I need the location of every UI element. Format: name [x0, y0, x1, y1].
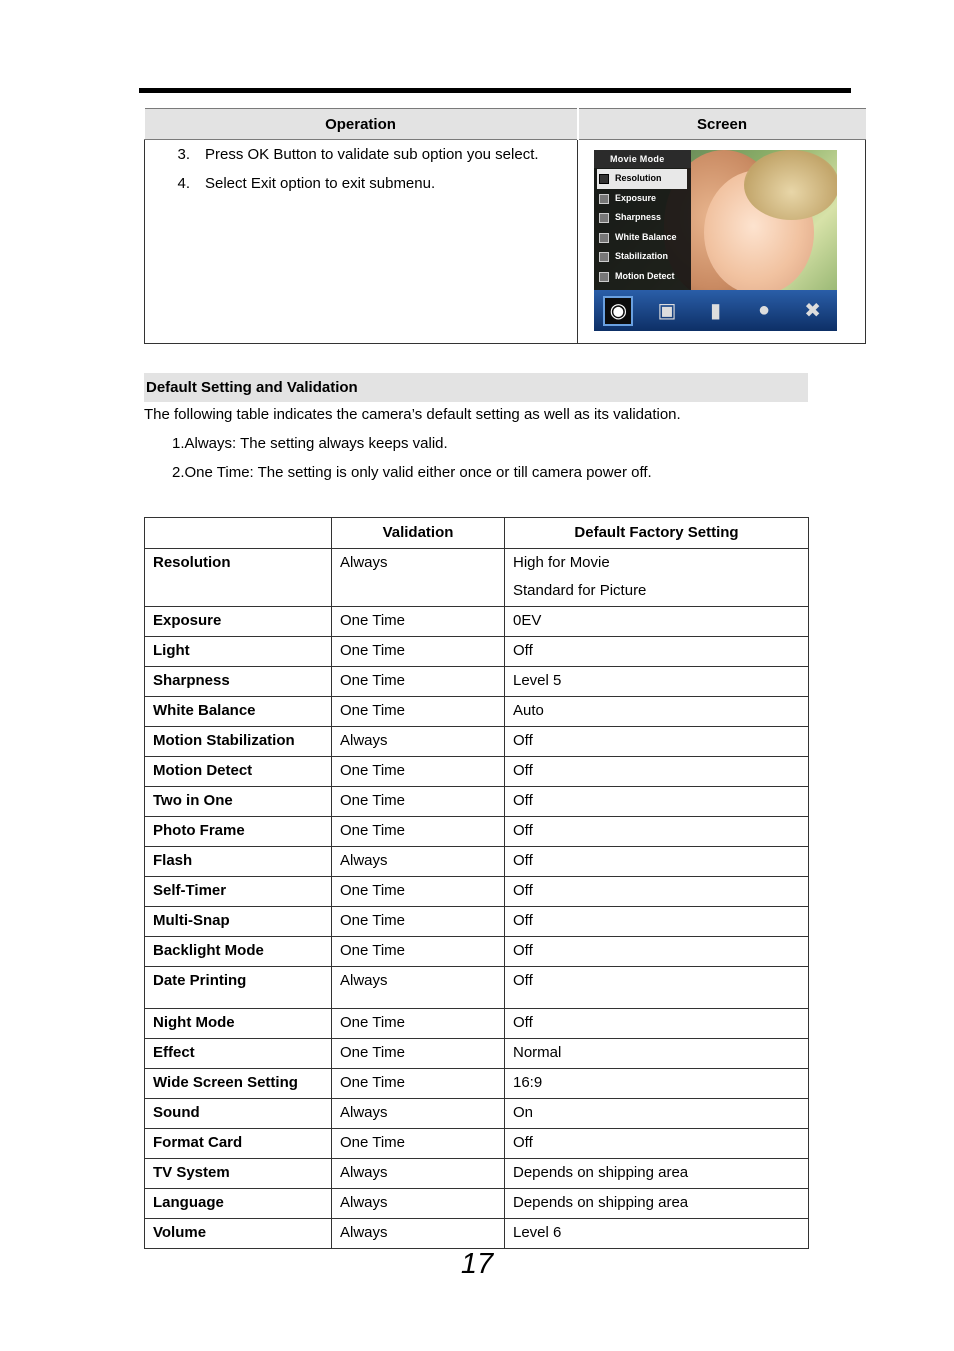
setting-name: TV System	[145, 1159, 332, 1189]
table-row	[145, 967, 809, 1009]
table-row	[145, 877, 809, 907]
step-number: 3.	[177, 146, 190, 163]
setting-name: Wide Screen Setting	[145, 1069, 332, 1099]
setting-default: On	[505, 1099, 809, 1129]
setting-name: Format Card	[145, 1129, 332, 1159]
table-row	[145, 1219, 809, 1249]
camera-menu-item-stabilization: Stabilization	[594, 247, 691, 267]
table-row	[145, 757, 809, 787]
setting-name: Motion Stabilization	[145, 727, 332, 757]
setting-name: Two in One	[145, 787, 332, 817]
step-item	[145, 175, 577, 204]
step-text: Select Exit option to exit submenu.	[205, 175, 436, 192]
page-number: 17	[460, 1248, 494, 1280]
screen-cell	[578, 140, 866, 344]
palette-icon: ●	[758, 299, 771, 321]
table-row	[145, 1129, 809, 1159]
setting-default: Depends on shipping area	[505, 1159, 809, 1189]
setting-validation: One Time	[332, 637, 505, 667]
section-title: Default Setting and Validation	[144, 373, 808, 402]
setting-default: Off	[505, 1009, 809, 1039]
step-item	[145, 146, 577, 175]
setting-name: Date Printing	[145, 967, 332, 1009]
camera-menu-item-motion-detect: Motion Detect	[594, 267, 691, 287]
camera-menu-title: Movie Mode	[594, 150, 691, 168]
operation-steps	[145, 140, 577, 204]
setting-name: Multi-Snap	[145, 907, 332, 937]
setting-validation: One Time	[332, 757, 505, 787]
setting-name: Sound	[145, 1099, 332, 1129]
table-row	[145, 907, 809, 937]
setting-name: Motion Detect	[145, 757, 332, 787]
setting-validation: One Time	[332, 667, 505, 697]
setting-name: Backlight Mode	[145, 937, 332, 967]
table-row	[145, 1069, 809, 1099]
setting-name: Volume	[145, 1219, 332, 1249]
table-row	[145, 727, 809, 757]
microphone-icon: ▮	[709, 300, 721, 322]
resolution-icon	[599, 174, 609, 184]
setting-validation: Always	[332, 549, 505, 607]
header-rule	[139, 88, 851, 93]
settings-header-default: Default Factory Setting	[505, 518, 809, 549]
setting-default: Level 6	[505, 1219, 809, 1249]
table-row	[145, 817, 809, 847]
setting-name: Self-Timer	[145, 877, 332, 907]
setting-name: Effect	[145, 1039, 332, 1069]
setting-default	[505, 549, 809, 607]
exposure-icon	[599, 194, 609, 204]
setting-default: Off	[505, 757, 809, 787]
setting-default: Depends on shipping area	[505, 1189, 809, 1219]
settings-table	[144, 517, 809, 1249]
setting-name: Light	[145, 637, 332, 667]
film-reel-icon: ◉	[603, 296, 633, 326]
step-text: Press OK Button to validate sub option you select.	[205, 146, 539, 163]
setting-name: Exposure	[145, 607, 332, 637]
camera-screen-image	[594, 150, 837, 331]
settings-header-blank	[145, 518, 332, 549]
table-row	[145, 787, 809, 817]
setting-default: Level 5	[505, 667, 809, 697]
setting-default-line: High for Movie	[513, 554, 610, 571]
table-row	[145, 1189, 809, 1219]
setting-default: Off	[505, 727, 809, 757]
setting-default-line: Standard for Picture	[513, 582, 647, 599]
camera-icon: ▣	[657, 300, 677, 322]
camera-menu-item-exposure: Exposure	[594, 189, 691, 209]
note-always: 1.Always: The setting always keeps valid.	[172, 435, 448, 452]
stabilization-icon	[599, 252, 609, 262]
note-one-time: 2.One Time: The setting is only valid either once or till camera power off.	[172, 464, 652, 481]
table-row	[145, 697, 809, 727]
setting-validation: One Time	[332, 1009, 505, 1039]
setting-default: Off	[505, 937, 809, 967]
table-row	[145, 1159, 809, 1189]
table-row	[145, 937, 809, 967]
setting-validation: One Time	[332, 817, 505, 847]
setting-validation: Always	[332, 1099, 505, 1129]
camera-menu-item-sharpness: Sharpness	[594, 208, 691, 228]
setting-validation: One Time	[332, 697, 505, 727]
table-row	[145, 549, 809, 607]
table-row	[145, 667, 809, 697]
settings-header-validation: Validation	[332, 518, 505, 549]
setting-default: Off	[505, 817, 809, 847]
table-row	[145, 1099, 809, 1129]
setting-validation: Always	[332, 847, 505, 877]
setting-validation: One Time	[332, 1039, 505, 1069]
setting-validation: Always	[332, 727, 505, 757]
white-balance-icon	[599, 233, 609, 243]
sharpness-icon	[599, 213, 609, 223]
camera-mode-tabs	[594, 290, 837, 331]
setting-validation: One Time	[332, 907, 505, 937]
table-row	[145, 1009, 809, 1039]
camera-menu-item-resolution: Resolution	[597, 169, 687, 189]
setting-validation: One Time	[332, 607, 505, 637]
setting-validation: Always	[332, 1159, 505, 1189]
setting-validation: Always	[332, 967, 505, 1009]
tools-icon: ✖	[804, 300, 822, 322]
operation-header: Operation	[145, 109, 578, 140]
setting-default: 16:9	[505, 1069, 809, 1099]
section-intro: The following table indicates the camera’s default setting as well as its validation.	[144, 406, 681, 423]
setting-default: Auto	[505, 697, 809, 727]
setting-validation: Always	[332, 1219, 505, 1249]
setting-default: Off	[505, 907, 809, 937]
setting-name: Photo Frame	[145, 817, 332, 847]
setting-validation: One Time	[332, 937, 505, 967]
setting-default: Normal	[505, 1039, 809, 1069]
table-row	[145, 1039, 809, 1069]
setting-default: Off	[505, 1129, 809, 1159]
setting-name: Language	[145, 1189, 332, 1219]
setting-default: Off	[505, 967, 809, 1009]
camera-menu-item-white-balance: White Balance	[594, 228, 691, 248]
setting-validation: Always	[332, 1189, 505, 1219]
setting-validation: One Time	[332, 1129, 505, 1159]
setting-name: Night Mode	[145, 1009, 332, 1039]
setting-name: Flash	[145, 847, 332, 877]
setting-default: Off	[505, 787, 809, 817]
settings-table-body	[145, 549, 809, 1249]
setting-default: 0EV	[505, 607, 809, 637]
setting-validation: One Time	[332, 877, 505, 907]
camera-menu	[594, 150, 691, 290]
setting-default: Off	[505, 847, 809, 877]
setting-default: Off	[505, 877, 809, 907]
operation-table	[144, 108, 866, 344]
table-row	[145, 607, 809, 637]
step-number: 4.	[177, 175, 190, 192]
setting-default: Off	[505, 637, 809, 667]
table-row	[145, 637, 809, 667]
setting-validation: One Time	[332, 787, 505, 817]
setting-validation: One Time	[332, 1069, 505, 1099]
setting-name: Resolution	[145, 549, 332, 607]
setting-name: White Balance	[145, 697, 332, 727]
setting-name: Sharpness	[145, 667, 332, 697]
operation-cell	[145, 140, 578, 344]
table-row	[145, 847, 809, 877]
screen-header: Screen	[578, 109, 866, 140]
motion-detect-icon	[599, 272, 609, 282]
